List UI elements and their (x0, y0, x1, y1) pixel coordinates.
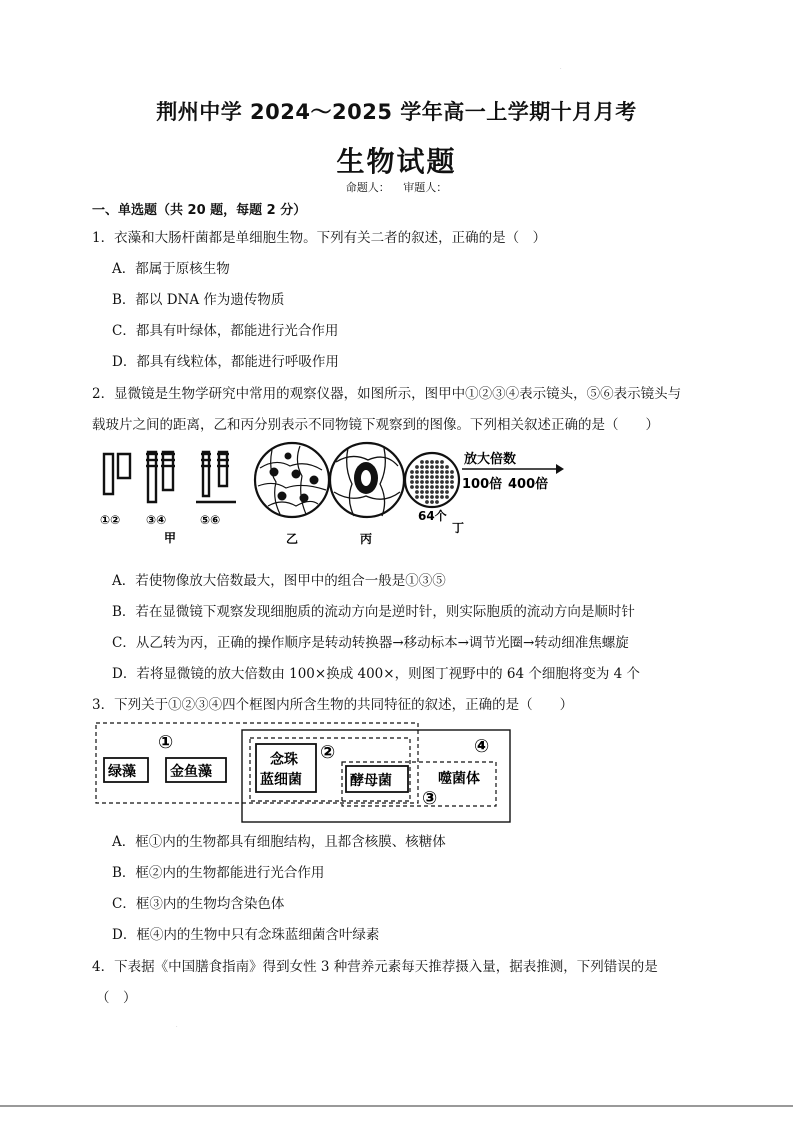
exam-title: 荆州中学 2024～2025 学年高一上学期十月月考 (156, 100, 637, 124)
q1-stem: 1．衣藻和大肠杆菌都是单细胞生物。下列有关二者的叙述，正确的是（ ） (92, 230, 547, 246)
q3-option-a: A．框①内的生物都具有细胞结构，且都含核膜、核糖体 (112, 834, 446, 850)
lens-label-12: ①② (100, 513, 121, 527)
q2-option-d: D．若将显微镜的放大倍数由 100×换成 400×，则图丁视野中的 64 个细胞将变为 4 个 (112, 666, 640, 682)
cell-dot (420, 480, 424, 484)
cell-dot (435, 480, 439, 484)
cell-dot (450, 480, 454, 484)
q3-stem: 3．下列关于①②③④四个框图内所含生物的共同特征的叙述，正确的是（ ） (92, 697, 574, 713)
speck: . (560, 65, 562, 71)
cell-dot (430, 480, 434, 484)
cell-dot (435, 485, 439, 489)
cell-dot (450, 475, 454, 479)
ding-label: 丁 (452, 521, 465, 535)
cell-dot (440, 460, 444, 464)
cell-dot (430, 490, 434, 494)
cell-dot (430, 475, 434, 479)
cell-dot (420, 475, 424, 479)
cell-dot (430, 470, 434, 474)
cell-dot (425, 470, 429, 474)
q2-stem-line1: 2．显微镜是生物学研究中常用的观察仪器，如图所示，图甲中①②③④表示镜头，⑤⑥表示镜头与 (92, 386, 682, 402)
cell-dot (415, 490, 419, 494)
q1-option-b: B．都以 DNA 作为遗传物质 (112, 292, 285, 308)
cell-dot (415, 470, 419, 474)
q2-option-c: C．从乙转为丙，正确的操作顺序是转动转换器→移动标本→调节光圈→转动细准焦螺旋 (112, 635, 629, 651)
cell-dot (415, 465, 419, 469)
cell-dot (440, 475, 444, 479)
cell-dot (440, 480, 444, 484)
cell-dot (445, 490, 449, 494)
cell-dot (445, 495, 449, 499)
cell-dot (430, 495, 434, 499)
box4-label: ④ (474, 736, 490, 757)
cell-dot (415, 485, 419, 489)
cell-dot (435, 460, 439, 464)
speck: . (176, 1023, 178, 1029)
bing-label: 丙 (360, 532, 373, 546)
q3-option-b: B．框②内的生物都能进行光合作用 (112, 865, 325, 881)
view-ding (405, 453, 459, 507)
page-bottom-rule (0, 1105, 793, 1107)
q2-option-a: A．若使物像放大倍数最大，图甲中的组合一般是①③⑤ (112, 573, 446, 589)
lvzao-label: 绿藻 (108, 764, 136, 780)
q1-option-d: D．都具有线粒体，都能进行呼吸作用 (112, 354, 339, 370)
cell-dot (445, 465, 449, 469)
organism-box-diagram (94, 720, 514, 826)
cell-dot (420, 465, 424, 469)
eyepiece-lenses (104, 454, 130, 494)
cell-dot (450, 485, 454, 489)
cell-dot (435, 495, 439, 499)
arrow-head-icon (556, 464, 564, 474)
cell-dot (420, 495, 424, 499)
q4-paren: （ ） (96, 990, 137, 1006)
cell-dot (435, 490, 439, 494)
cell-dot (445, 470, 449, 474)
cell-dot (415, 475, 419, 479)
cell-dot (430, 465, 434, 469)
cell-dot (440, 465, 444, 469)
cell-dot (410, 480, 414, 484)
box3-label: ③ (422, 788, 438, 809)
shijun-label: 噬菌体 (438, 771, 480, 787)
q1-option-a: A．都属于原核生物 (112, 261, 230, 277)
cell-dot (425, 480, 429, 484)
lens-label-34: ③④ (146, 513, 167, 527)
microscope-figure (96, 440, 566, 552)
cell-dot (430, 485, 434, 489)
cell-dot (435, 470, 439, 474)
mag-high: 400倍 (508, 477, 549, 492)
box-1 (96, 723, 418, 803)
magnify-label: 放大倍数 (464, 452, 517, 467)
author-label: 命题人： (345, 181, 390, 194)
cell-dot (430, 460, 434, 464)
jinyuzao-label: 金鱼藻 (170, 764, 212, 780)
q4-stem: 4．下表据《中国膳食指南》得到女性 3 种营养元素每天推荐摄入量，据表推测，下列错误的是 (92, 959, 658, 975)
cell-dot (425, 460, 429, 464)
author-line (0, 179, 793, 195)
cell-dot (445, 475, 449, 479)
reviewer-label: 审题人： (403, 181, 448, 194)
jia-label: 甲 (164, 531, 177, 545)
cell-dot (425, 475, 429, 479)
cell-dot (440, 470, 444, 474)
cell-dot (440, 490, 444, 494)
section-heading: 一、单选题（共 20 题，每题 2 分） (92, 203, 307, 218)
cell-dot (410, 485, 414, 489)
exam-subtitle: 生物试题 (336, 145, 457, 178)
box1-label: ① (158, 732, 174, 753)
cell-dot (420, 485, 424, 489)
cell-dot (440, 495, 444, 499)
cells-count-label: 64个 (418, 509, 447, 523)
cell-dot (440, 485, 444, 489)
objective-lenses (146, 452, 175, 502)
box2-label: ② (320, 742, 336, 763)
q1-option-c: C．都具有叶绿体，都能进行光合作用 (112, 323, 339, 339)
view-yi (255, 443, 329, 517)
cell-dot (415, 480, 419, 484)
lens-label-56: ⑤⑥ (200, 513, 221, 527)
cell-dot (410, 475, 414, 479)
q3-option-d: D．框④内的生物中只有念珠蓝细菌含叶绿素 (112, 927, 380, 943)
nianzhu-label-2: 蓝细菌 (260, 772, 302, 788)
cell-dot (410, 470, 414, 474)
view-bing (330, 443, 404, 517)
cell-dot (425, 465, 429, 469)
mag-low: 100倍 (462, 477, 503, 492)
cell-dot (420, 490, 424, 494)
cell-dot (425, 490, 429, 494)
cell-dot (425, 495, 429, 499)
cell-dot (435, 465, 439, 469)
cell-dot (430, 500, 434, 504)
lens-distance (196, 452, 236, 502)
cell-dot (435, 475, 439, 479)
cell-dot (420, 460, 424, 464)
cell-dot (415, 495, 419, 499)
q2-stem-line2: 载玻片之间的距离，乙和丙分别表示不同物镜下观察到的图像。下列相关叙述正确的是（ ） (92, 417, 659, 433)
cell-dot (425, 500, 429, 504)
cell-dot (445, 480, 449, 484)
q3-option-c: C．框③内的生物均含染色体 (112, 896, 285, 912)
jiaomu-label: 酵母菌 (350, 773, 392, 789)
q2-option-b: B．若在显微镜下观察发现细胞质的流动方向是逆时针，则实际胞质的流动方向是顺时针 (112, 604, 635, 620)
cell-dot (425, 485, 429, 489)
cell-dot (420, 470, 424, 474)
cell-dot (450, 470, 454, 474)
cell-dot (445, 485, 449, 489)
yi-label: 乙 (286, 532, 299, 546)
nianzhu-label-1: 念珠 (270, 752, 298, 768)
cell-dot (435, 500, 439, 504)
